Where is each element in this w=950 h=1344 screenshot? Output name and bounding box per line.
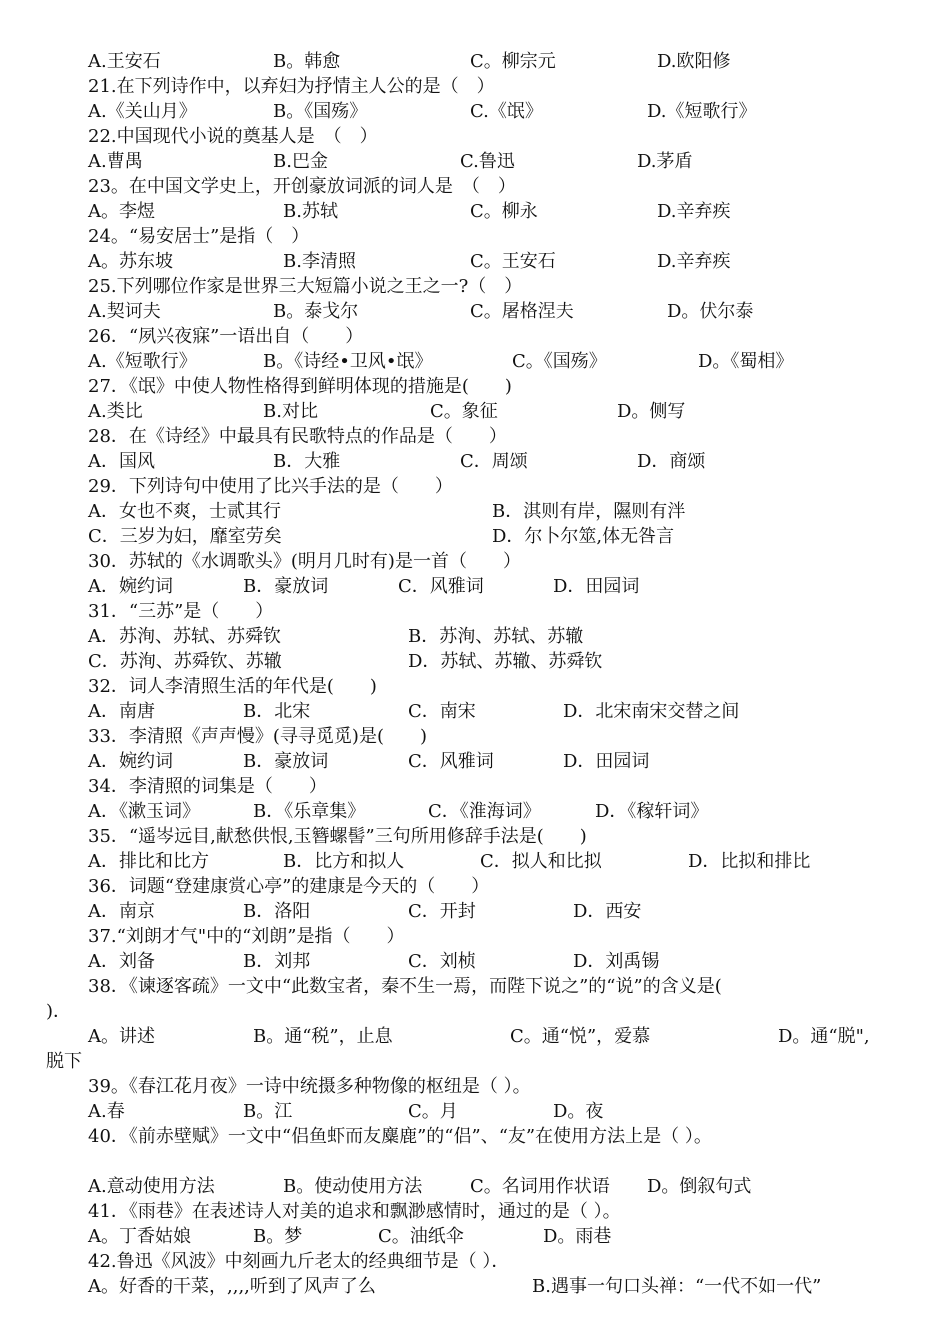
q23-option-a: A。李煜	[88, 201, 155, 222]
q39-option-a: A.春	[88, 1101, 125, 1122]
q39-stem: 39。《春江花月夜》一诗中统摄多种物像的枢纽是（ ）。	[88, 1076, 531, 1097]
q36-stem: 36．词题“登建康赏心亭”的建康是今天的（ ）	[88, 876, 490, 897]
q34-option-a: A．《漱玉词》	[88, 801, 200, 822]
q28-option-b: B．大雅	[273, 451, 341, 472]
q40-option-c: C。名词用作状语	[470, 1176, 610, 1197]
q39-option-c: C。月	[408, 1101, 458, 1122]
q27-stem: 27．《氓》中使人物性格得到鲜明体现的措施是( )	[88, 376, 512, 397]
q30-stem: 30．苏轼的《水调歌头》(明月几时有)是一首（ ）	[88, 551, 521, 572]
q29-option-d: D．尔卜尔筮,体无咎言	[492, 526, 675, 547]
q40-option-b: B。使动使用方法	[283, 1176, 423, 1197]
q31-option-c: C．苏洵、苏舜钦、苏辙	[88, 651, 282, 672]
q32-option-b: B．北宋	[243, 701, 311, 722]
q25-option-c: C。屠格涅夫	[470, 301, 574, 322]
q26-option-b: B。《诗经•卫风•氓》	[263, 351, 433, 372]
q26-option-d: D。《蜀相》	[698, 351, 794, 372]
q35-option-d: D．比拟和排比	[688, 851, 811, 872]
q28-stem: 28．在《诗经》中最具有民歌特点的作品是（ ）	[88, 426, 507, 447]
q29-stem: 29．下列诗句中使用了比兴手法的是（ ）	[88, 476, 453, 497]
q38-option-c: C。通“悦”，爱慕	[510, 1026, 651, 1047]
q28-option-c: C．周颂	[460, 451, 528, 472]
q32-stem: 32．词人李清照生活的年代是( )	[88, 676, 377, 697]
q38-stem: 38．《谏逐客疏》一文中“此数宝者，秦不生一焉，而陛下说之”的“说”的含义是(	[88, 976, 722, 997]
q41-stem: 41．《雨巷》在表述诗人对美的追求和飘渺感情时，通过的是（ ）。	[88, 1201, 621, 1222]
q34-option-d: D．《稼轩词》	[595, 801, 709, 822]
q28-option-d: D．商颂	[637, 451, 706, 472]
q38-stem-continuation: )．	[46, 1001, 72, 1022]
q40-option-a: A.意动使用方法	[88, 1176, 215, 1197]
q27-option-b: B.对比	[263, 401, 318, 422]
q23-option-c: C。柳永	[470, 201, 538, 222]
q22-stem: 22.中国现代小说的奠基人是 （ ）	[88, 126, 378, 147]
q35-option-c: C．拟人和比拟	[480, 851, 602, 872]
q21-stem: 21.在下列诗作中，以弃妇为抒情主人公的是（ ）	[88, 76, 495, 97]
q21-option-c: C.《氓》	[470, 101, 543, 122]
q25-stem: 25.下列哪位作家是世界三大短篇小说之王之一?（ ）	[88, 276, 523, 297]
q33-option-c: C．风雅词	[408, 751, 494, 772]
q32-option-c: C．南宋	[408, 701, 476, 722]
q29-option-b: B．淇则有岸，隰则有泮	[492, 501, 686, 522]
q33-stem: 33．李清照《声声慢》(寻寻觅觅)是( )	[88, 726, 427, 747]
q42-option-a: A。好香的干菜，,,,,听到了风声了么	[88, 1276, 376, 1297]
q35-option-b: B．比方和拟人	[283, 851, 405, 872]
q42-stem: 42.鲁迅《风波》中刻画九斤老太的经典细节是（ ）．	[88, 1251, 510, 1272]
q30-option-c: C．风雅词	[398, 576, 484, 597]
q23-stem: 23。在中国文学史上，开创豪放词派的词人是 （ ）	[88, 176, 516, 197]
q24-option-c: C。王安石	[470, 251, 556, 272]
q27-option-a: A.类比	[88, 401, 143, 422]
q41-option-b: B。梦	[253, 1226, 303, 1247]
q31-stem: 31．“三苏”是（ ）	[88, 601, 274, 622]
q27-option-c: C。象征	[430, 401, 498, 422]
q26-option-a: A.《短歌行》	[88, 351, 197, 372]
q22-option-c: C.鲁迅	[460, 151, 515, 172]
q36-option-d: D．西安	[573, 901, 642, 922]
q30-option-a: A．婉约词	[88, 576, 173, 597]
q41-option-a: A。丁香姑娘	[88, 1226, 191, 1247]
q38-option-a: A。讲述	[88, 1026, 155, 1047]
q35-stem: 35．“遥岑远目,献愁供恨,玉簪螺髻”三句所用修辞手法是( )	[88, 826, 587, 847]
q22-option-d: D.茅盾	[637, 151, 693, 172]
q25-option-b: B。泰戈尔	[273, 301, 359, 322]
q24-stem: 24。“易安居士”是指（ ）	[88, 226, 310, 247]
q20-option-d: D.欧阳修	[657, 51, 731, 72]
q40-stem: 40．《前赤壁赋》一文中“侣鱼虾而友麋鹿”的“侣”、“友”在使用方法上是（ ）。	[88, 1126, 712, 1147]
q26-stem: 26．“夙兴夜寐”一语出自（ ）	[88, 326, 364, 347]
q24-option-d: D.辛弃疾	[657, 251, 731, 272]
q36-option-a: A．南京	[88, 901, 155, 922]
q32-option-d: D．北宋南宋交替之间	[563, 701, 740, 722]
q36-option-b: B．洛阳	[243, 901, 311, 922]
q38-option-d-continuation: 脱下	[46, 1051, 82, 1072]
q23-option-d: D.辛弃疾	[657, 201, 731, 222]
q37-option-d: D．刘禹锡	[573, 951, 660, 972]
q22-option-b: B.巴金	[273, 151, 328, 172]
q38-option-d: D。通“脱",	[778, 1026, 870, 1047]
q37-stem: 37.“刘朗才气"中的“刘朗”是指（ ）	[88, 926, 405, 947]
q42-option-b: B.遇事一句口头禅：“一代不如一代”	[532, 1276, 822, 1297]
q34-option-c: C．《淮海词》	[428, 801, 541, 822]
q25-option-a: A.契诃夫	[88, 301, 161, 322]
q36-option-c: C．开封	[408, 901, 476, 922]
q30-option-d: D．田园词	[553, 576, 640, 597]
q27-option-d: D。侧写	[617, 401, 686, 422]
q34-option-b: B．《乐章集》	[253, 801, 366, 822]
q33-option-a: A．婉约词	[88, 751, 173, 772]
q21-option-d: D.《短歌行》	[647, 101, 757, 122]
q26-option-c: C。《国殇》	[512, 351, 607, 372]
q31-option-d: D．苏轼、苏辙、苏舜钦	[408, 651, 603, 672]
q22-option-a: A.曹禺	[88, 151, 143, 172]
q38-option-b: B。通“税”，止息	[253, 1026, 393, 1047]
q28-option-a: A．国风	[88, 451, 155, 472]
q24-option-b: B.李清照	[283, 251, 356, 272]
q41-option-c: C。油纸伞	[378, 1226, 464, 1247]
q30-option-b: B．豪放词	[243, 576, 329, 597]
q20-option-b: B。韩愈	[273, 51, 341, 72]
q21-option-b: B。《国殇》	[273, 101, 368, 122]
q29-option-c: C．三岁为妇，靡室劳矣	[88, 526, 282, 547]
q35-option-a: A．排比和比方	[88, 851, 209, 872]
q37-option-b: B．刘邦	[243, 951, 311, 972]
q31-option-a: A．苏洵、苏轼、苏舜钦	[88, 626, 281, 647]
q21-option-a: A.《关山月》	[88, 101, 197, 122]
q37-option-a: A．刘备	[88, 951, 155, 972]
q41-option-d: D。雨巷	[543, 1226, 612, 1247]
q24-option-a: A。苏东坡	[88, 251, 173, 272]
q40-option-d: D。倒叙句式	[647, 1176, 752, 1197]
q29-option-a: A．女也不爽，士贰其行	[88, 501, 281, 522]
q31-option-b: B．苏洵、苏轼、苏辙	[408, 626, 584, 647]
q39-option-b: B。江	[243, 1101, 293, 1122]
q34-stem: 34．李清照的词集是（ ）	[88, 776, 327, 797]
q25-option-d: D。伏尔泰	[667, 301, 754, 322]
q33-option-d: D．田园词	[563, 751, 650, 772]
q39-option-d: D。夜	[553, 1101, 604, 1122]
q23-option-b: B.苏轼	[283, 201, 338, 222]
q37-option-c: C．刘桢	[408, 951, 476, 972]
q33-option-b: B．豪放词	[243, 751, 329, 772]
q32-option-a: A．南唐	[88, 701, 155, 722]
q20-option-a: A.王安石	[88, 51, 161, 72]
q20-option-c: C。柳宗元	[470, 51, 556, 72]
